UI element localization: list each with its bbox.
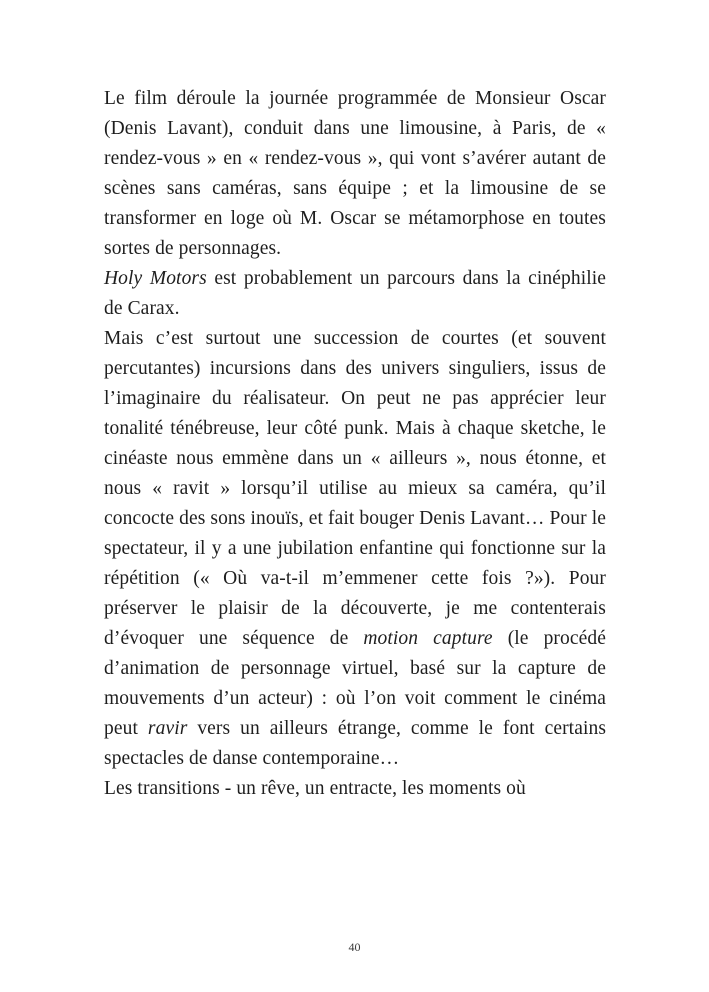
document-page [104, 84, 606, 804]
italic-term: motion capture [363, 628, 493, 649]
paragraph-text: Le film déroule la journée programmée de Monsieur Oscar (Denis Lavant), conduit dans une limousine, à Paris, de « rendez-vous » en « rendez-vous », qui vont s’avérer autant de scènes sans caméras, sans équipe ; et la limousine de se transformer en loge où M. Oscar se métamorphose en toutes sortes de personnages. [104, 88, 606, 259]
book-title-italic: Holy Motors [104, 268, 207, 289]
paragraph [104, 774, 606, 804]
paragraph-text: Mais c’est surtout une succession de courtes (et souvent percutantes) incursions dans des univers singuliers, issus de l’imaginaire du réalisateur. On peut ne pas apprécier leur tonalité ténébreuse, leur côté punk. Mais à chaque sketche, le cinéaste nous emmène dans un « ailleurs », nous étonne, et nous « ravit » lorsqu’il utilise au mieux sa caméra, qu’il concocte des sons inouïs, et fait bouger Denis Lavant… Pour le spectateur, il y a une jubilation enfantine qui fonctionne sur la répétition (« Où va-t-il m’emmener cette fois ?»). Pour préserver le plaisir de la découverte, je me contenterais d’évoquer une séquence de [104, 328, 606, 649]
paragraph-text: vers un ailleurs étrange, comme le font certains spectacles de danse contemporaine… [104, 718, 607, 769]
paragraph-text: Les transitions - un rêve, un entracte, les moments où [104, 778, 526, 799]
italic-term: ravir [147, 718, 188, 739]
paragraph [104, 84, 606, 264]
paragraph [104, 264, 606, 324]
page-number: 40 [348, 940, 361, 954]
paragraph-text: (le procédé d’animation de personnage virtuel, basé sur la capture de mouvements d’un acteur) : où l’on voit comment le cinéma peut [104, 628, 606, 739]
paragraph [104, 324, 606, 774]
paragraph-text: est probablement un parcours dans la cinéphilie de Carax. [104, 268, 607, 319]
